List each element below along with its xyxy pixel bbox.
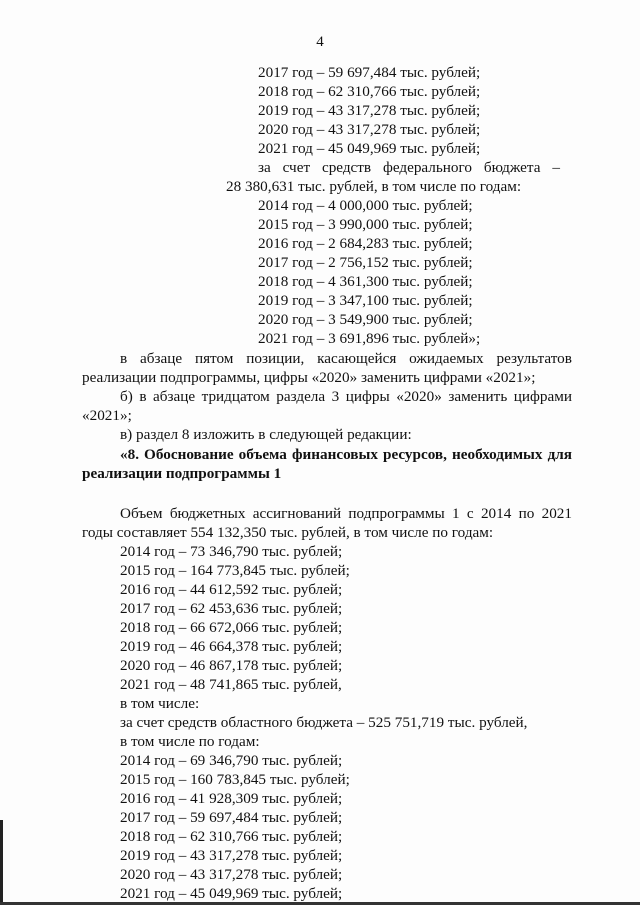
list-item: 2017 год – 2 756,152 тыс. рублей; bbox=[258, 254, 473, 271]
list-item: 2018 год – 4 361,300 тыс. рублей; bbox=[258, 273, 473, 290]
list-item: 2019 год – 43 317,278 тыс. рублей; bbox=[258, 102, 481, 119]
scan-edge-left bbox=[0, 820, 3, 905]
list-item: 2016 год – 2 684,283 тыс. рублей; bbox=[258, 235, 473, 252]
federal-intro-continuation: 28 380,631 тыс. рублей, в том числе по годам: bbox=[226, 178, 522, 195]
list-item: 2021 год – 48 741,865 тыс. рублей, bbox=[120, 676, 342, 693]
paragraph-a-continuation: реализации подпрограммы, цифры «2020» заменить цифрами «2021»; bbox=[82, 369, 536, 386]
list-item: 2020 год – 43 317,278 тыс. рублей; bbox=[120, 866, 343, 883]
list-item: 2014 год – 4 000,000 тыс. рублей; bbox=[258, 197, 473, 214]
paragraph-b-continuation: «2021»; bbox=[82, 407, 132, 424]
list-item: 2017 год – 62 453,636 тыс. рублей; bbox=[120, 600, 343, 617]
list-item: 2014 год – 69 346,790 тыс. рублей; bbox=[120, 752, 343, 769]
list-item: 2014 год – 73 346,790 тыс. рублей; bbox=[120, 543, 343, 560]
list-item: 2020 год – 3 549,900 тыс. рублей; bbox=[258, 311, 473, 328]
regional-budget-line: за счет средств областного бюджета – 525 751,719 тыс. рублей, bbox=[120, 714, 528, 731]
list-item: 2018 год – 66 672,066 тыс. рублей; bbox=[120, 619, 343, 636]
paragraph-v: в) раздел 8 изложить в следующей редакции: bbox=[120, 426, 412, 443]
volume-line: Объем бюджетных ассигнований подпрограммы 1 с 2014 по 2021 bbox=[120, 505, 572, 522]
list-item: 2015 год – 160 783,845 тыс. рублей; bbox=[120, 771, 350, 788]
list-item: 2019 год – 3 347,100 тыс. рублей; bbox=[258, 292, 473, 309]
list-item: 2018 год – 62 310,766 тыс. рублей; bbox=[120, 828, 343, 845]
page-number: 4 bbox=[316, 34, 324, 50]
list-item: 2021 год – 3 691,896 тыс. рублей»; bbox=[258, 330, 481, 347]
list-item: 2019 год – 46 664,378 тыс. рублей; bbox=[120, 638, 343, 655]
section-heading-line: «8. Обоснование объема финансовых ресурсов, необходимых для bbox=[120, 446, 572, 463]
list-item: 2015 год – 3 990,000 тыс. рублей; bbox=[258, 216, 473, 233]
list-item: 2018 год – 62 310,766 тыс. рублей; bbox=[258, 83, 481, 100]
paragraph-b-line: б) в абзаце тридцатом раздела 3 цифры «2020» заменить цифрами bbox=[120, 388, 572, 405]
list-item: 2020 год – 43 317,278 тыс. рублей; bbox=[258, 121, 481, 138]
list-item: 2017 год – 59 697,484 тыс. рублей; bbox=[258, 64, 481, 81]
list-item: 2019 год – 43 317,278 тыс. рублей; bbox=[120, 847, 343, 864]
list-item: 2020 год – 46 867,178 тыс. рублей; bbox=[120, 657, 343, 674]
list-item: 2016 год – 41 928,309 тыс. рублей; bbox=[120, 790, 343, 807]
list-item: 2015 год – 164 773,845 тыс. рублей; bbox=[120, 562, 350, 579]
paragraph-a-line: в абзаце пятом позиции, касающейся ожидаемых результатов bbox=[120, 350, 572, 367]
volume-continuation: годы составляет 554 132,350 тыс. рублей, в том числе по годам: bbox=[82, 524, 494, 541]
list-item: 2017 год – 59 697,484 тыс. рублей; bbox=[120, 809, 343, 826]
federal-intro-line: за счет средств федерального бюджета – bbox=[258, 159, 560, 176]
section-heading-continuation: реализации подпрограммы 1 bbox=[82, 465, 282, 482]
list-item: 2021 год – 45 049,969 тыс. рублей; bbox=[120, 885, 343, 902]
in-total-label: в том числе: bbox=[120, 695, 200, 712]
list-item: 2021 год – 45 049,969 тыс. рублей; bbox=[258, 140, 481, 157]
list-item: 2016 год – 44 612,592 тыс. рублей; bbox=[120, 581, 343, 598]
by-years-label: в том числе по годам: bbox=[120, 733, 260, 750]
